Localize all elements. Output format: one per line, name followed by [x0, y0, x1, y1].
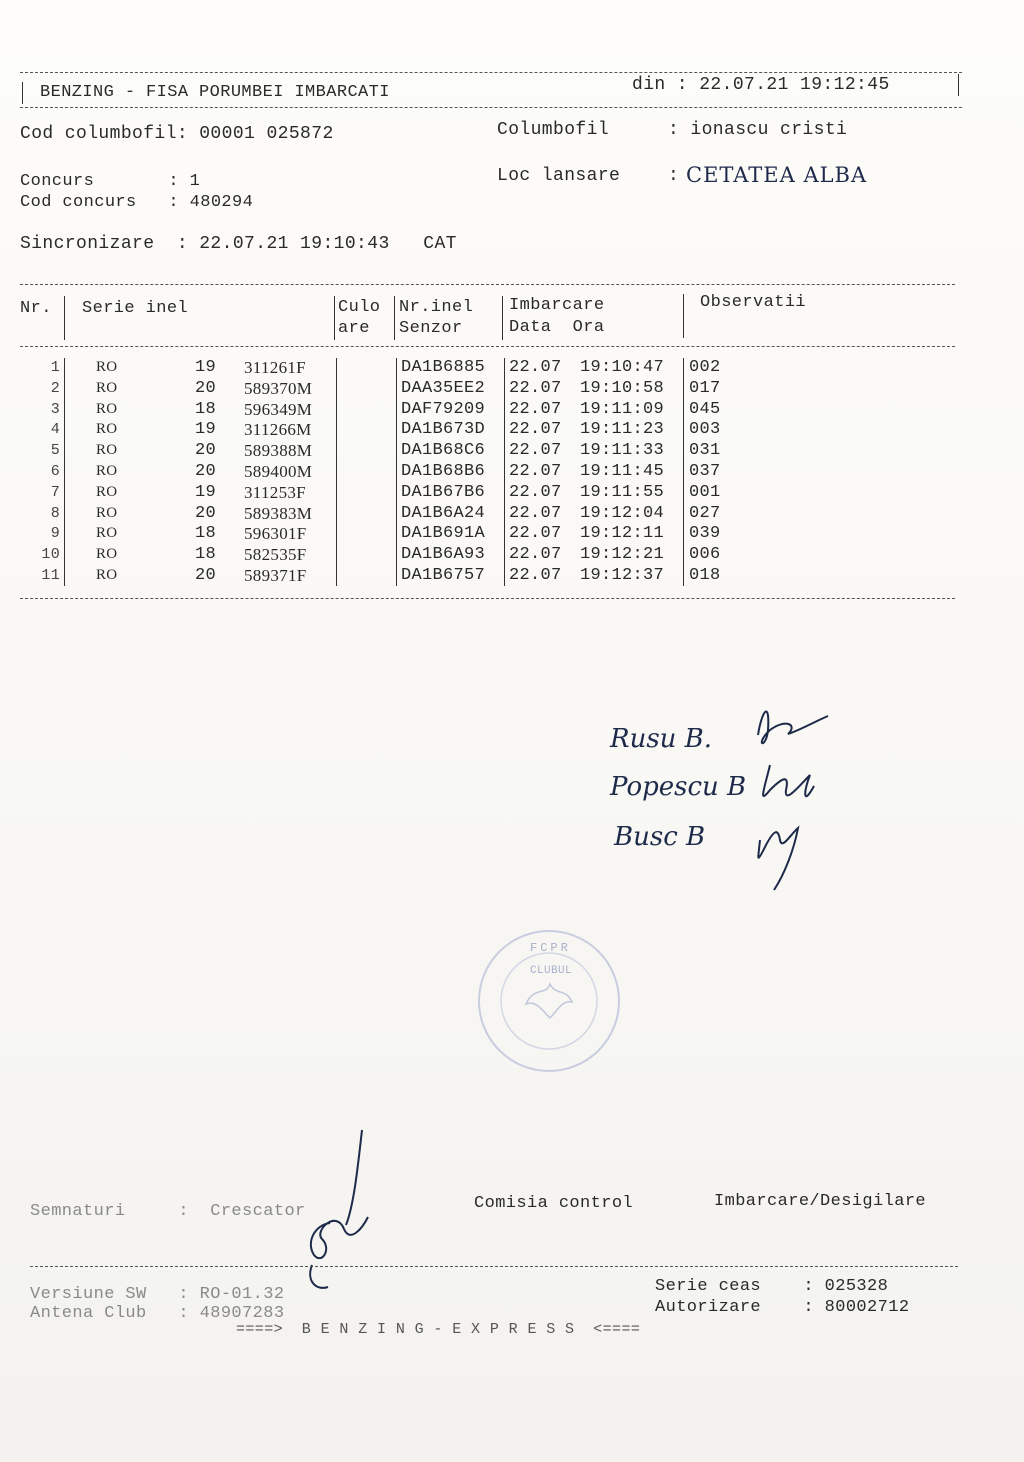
header-imbarcare-1: Imbarcare — [509, 296, 605, 315]
cell-obs: 031 — [689, 441, 721, 461]
cell-year: 20 — [195, 566, 217, 585]
cell-time: 19:12:21 — [580, 545, 665, 565]
cell-nr: 3 — [50, 400, 60, 418]
col-sep-imbarcare — [683, 294, 684, 338]
cell-date: 22.07 — [509, 441, 562, 461]
cell-year: 19 — [195, 420, 217, 440]
cell-country: RO — [96, 504, 118, 521]
cell-country: RO — [96, 400, 118, 417]
cell-nr: 1 — [50, 359, 60, 376]
cell-sensor: DA1B6885 — [401, 358, 486, 377]
cell-country: RO — [96, 463, 118, 479]
header-left-border — [22, 82, 23, 104]
table-row — [0, 523, 1024, 544]
cell-date: 22.07 — [509, 378, 562, 398]
cell-sensor: DA1B68B6 — [401, 462, 486, 481]
cell-country: RO — [96, 442, 118, 459]
cell-ring: 589383M — [244, 503, 313, 523]
sync-line: Sincronizare : 22.07.21 19:10:43 CAT — [20, 234, 457, 254]
cell-date: 22.07 — [509, 462, 562, 481]
cell-obs: 006 — [689, 545, 721, 565]
benzing-express-brand: ====> B E N Z I N G - E X P R E S S <==== — [236, 1321, 641, 1338]
cell-ring: 589371F — [244, 566, 307, 585]
cell-obs: 037 — [689, 462, 721, 481]
cell-country: RO — [96, 379, 118, 396]
table-row — [0, 399, 1024, 420]
cell-year: 20 — [195, 441, 217, 461]
breeder-code: Cod columbofil: 00001 025872 — [20, 124, 334, 144]
handwritten-name-2: Popescu B — [610, 772, 747, 802]
cell-time: 19:11:45 — [580, 462, 665, 481]
table-header-bottom-rule — [20, 346, 955, 347]
contest-number: Concurs : 1 — [20, 172, 201, 191]
cell-year: 20 — [195, 503, 217, 523]
cell-year: 18 — [195, 524, 217, 544]
cell-ring: 589388M — [244, 441, 313, 461]
software-version: Versiune SW : RO-01.32 — [30, 1285, 285, 1304]
cell-ring: 589370M — [244, 378, 313, 398]
cell-year: 20 — [195, 378, 217, 398]
table-row — [0, 378, 1024, 399]
table-row — [0, 503, 1024, 524]
col-sep-serie — [334, 296, 335, 340]
cell-country: RO — [96, 359, 118, 375]
clock-serial: Serie ceas : 025328 — [655, 1277, 889, 1296]
table-row — [0, 461, 1024, 482]
club-antenna: Antena Club : 48907283 — [30, 1304, 285, 1323]
table-row — [0, 565, 1024, 586]
cell-year: 19 — [195, 358, 217, 377]
header-top-rule — [20, 72, 962, 73]
cell-nr: 8 — [50, 504, 60, 522]
cell-year: 19 — [195, 482, 217, 502]
col-sep-nrinel — [502, 296, 503, 340]
control-committee-label: Comisia control — [474, 1194, 634, 1213]
cell-nr: 4 — [50, 421, 60, 439]
cell-nr: 11 — [41, 567, 60, 584]
cell-date: 22.07 — [509, 420, 562, 440]
contest-code: Cod concurs : 480294 — [20, 193, 254, 212]
header-culoare-2: are — [338, 319, 370, 338]
cell-time: 19:10:47 — [580, 358, 665, 377]
breeder-name: : ionascu cristi — [668, 120, 848, 140]
table-top-rule — [20, 284, 955, 285]
cell-year: 18 — [195, 545, 217, 565]
cell-time: 19:11:09 — [580, 399, 665, 419]
cell-ring: 311266M — [244, 420, 312, 440]
release-location-label: Loc lansare — [497, 166, 621, 186]
cell-sensor: DA1B67B6 — [401, 482, 486, 502]
header-nrinel-1: Nr.inel — [399, 298, 474, 317]
cell-country: RO — [96, 525, 118, 542]
table-row — [0, 419, 1024, 440]
cell-obs: 027 — [689, 503, 721, 523]
cell-time: 19:12:37 — [580, 566, 665, 585]
breeder-label: Columbofil — [497, 120, 610, 140]
cell-nr: 9 — [50, 525, 60, 543]
stamp-middle-text: CLUBUL — [530, 965, 573, 977]
col-sep-nr — [64, 296, 65, 340]
cell-ring: 596301F — [244, 524, 307, 544]
cell-ring: 311253F — [244, 482, 306, 502]
cell-obs: 045 — [689, 399, 721, 419]
cell-ring: 589400M — [244, 462, 313, 481]
cell-obs: 018 — [689, 566, 721, 585]
cell-ring: 582535F — [244, 545, 307, 565]
cell-sensor: DA1B6757 — [401, 566, 486, 585]
cell-time: 19:12:04 — [580, 503, 665, 523]
header-imbarcare-2: Data Ora — [509, 318, 605, 337]
cell-country: RO — [96, 567, 118, 583]
cell-country: RO — [96, 546, 118, 563]
table-row — [0, 482, 1024, 503]
header-observatii: Observatii — [700, 293, 807, 312]
cell-sensor: DA1B6A24 — [401, 503, 486, 523]
cell-sensor: DAA35EE2 — [401, 378, 486, 398]
cell-date: 22.07 — [509, 524, 562, 544]
header-culoare-1: Culo — [338, 298, 381, 317]
header-serie-inel: Serie inel — [82, 299, 189, 318]
cell-date: 22.07 — [509, 358, 562, 377]
cell-obs: 002 — [689, 358, 721, 377]
table-bottom-rule — [20, 598, 955, 599]
authorization: Autorizare : 80002712 — [655, 1298, 910, 1317]
col-sep-culoare — [394, 296, 395, 340]
cell-nr: 10 — [41, 546, 60, 564]
cell-country: RO — [96, 421, 118, 438]
cell-date: 22.07 — [509, 482, 562, 502]
table-row — [0, 440, 1024, 461]
signatures-line: Semnaturi : Crescator — [30, 1202, 306, 1221]
cell-obs: 039 — [689, 524, 721, 544]
signature-scribbles — [740, 690, 850, 900]
cell-time: 19:10:58 — [580, 378, 665, 398]
cell-date: 22.07 — [509, 399, 562, 419]
cell-time: 19:11:33 — [580, 441, 665, 461]
release-location-colon: : — [668, 166, 680, 186]
cell-time: 19:11:23 — [580, 420, 665, 440]
header-right-border — [958, 74, 959, 96]
cell-year: 20 — [195, 462, 217, 481]
cell-date: 22.07 — [509, 503, 562, 523]
stamp-top-text: FCPR — [530, 941, 571, 955]
cell-ring: 596349M — [244, 399, 313, 419]
cell-nr: 6 — [50, 463, 60, 480]
header-bottom-rule — [20, 107, 962, 108]
boarding-unsealing-label: Imbarcare/Desigilare — [714, 1192, 927, 1211]
cell-sensor: DA1B6A93 — [401, 545, 486, 565]
handwritten-name-1: Rusu B. — [610, 724, 713, 754]
cell-nr: 7 — [50, 483, 60, 501]
cell-obs: 017 — [689, 378, 721, 398]
footer-rule — [30, 1266, 958, 1267]
cell-year: 18 — [195, 399, 217, 419]
release-location-handwritten: CETATEA ALBA — [686, 163, 868, 187]
cell-sensor: DA1B691A — [401, 524, 486, 544]
print-timestamp: din : 22.07.21 19:12:45 — [632, 75, 890, 95]
header-nrinel-2: Senzor — [399, 319, 463, 338]
cell-date: 22.07 — [509, 566, 562, 585]
cell-sensor: DAF79209 — [401, 399, 486, 419]
document-title: BENZING - FISA PORUMBEI IMBARCATI — [40, 83, 390, 102]
cell-time: 19:11:55 — [580, 482, 665, 502]
cell-ring: 311261F — [244, 358, 306, 377]
table-row — [0, 357, 1024, 378]
cell-nr: 2 — [50, 379, 60, 397]
cell-sensor: DA1B673D — [401, 420, 486, 440]
cell-nr: 5 — [50, 442, 60, 460]
table-row — [0, 544, 1024, 565]
header-nr: Nr. — [20, 299, 52, 318]
cell-obs: 001 — [689, 482, 721, 502]
cell-sensor: DA1B68C6 — [401, 441, 486, 461]
cell-country: RO — [96, 483, 118, 500]
cell-time: 19:12:11 — [580, 524, 665, 544]
cell-date: 22.07 — [509, 545, 562, 565]
breeder-signature — [292, 1125, 382, 1295]
handwritten-name-3: Busc B — [614, 822, 706, 852]
cell-obs: 003 — [689, 420, 721, 440]
